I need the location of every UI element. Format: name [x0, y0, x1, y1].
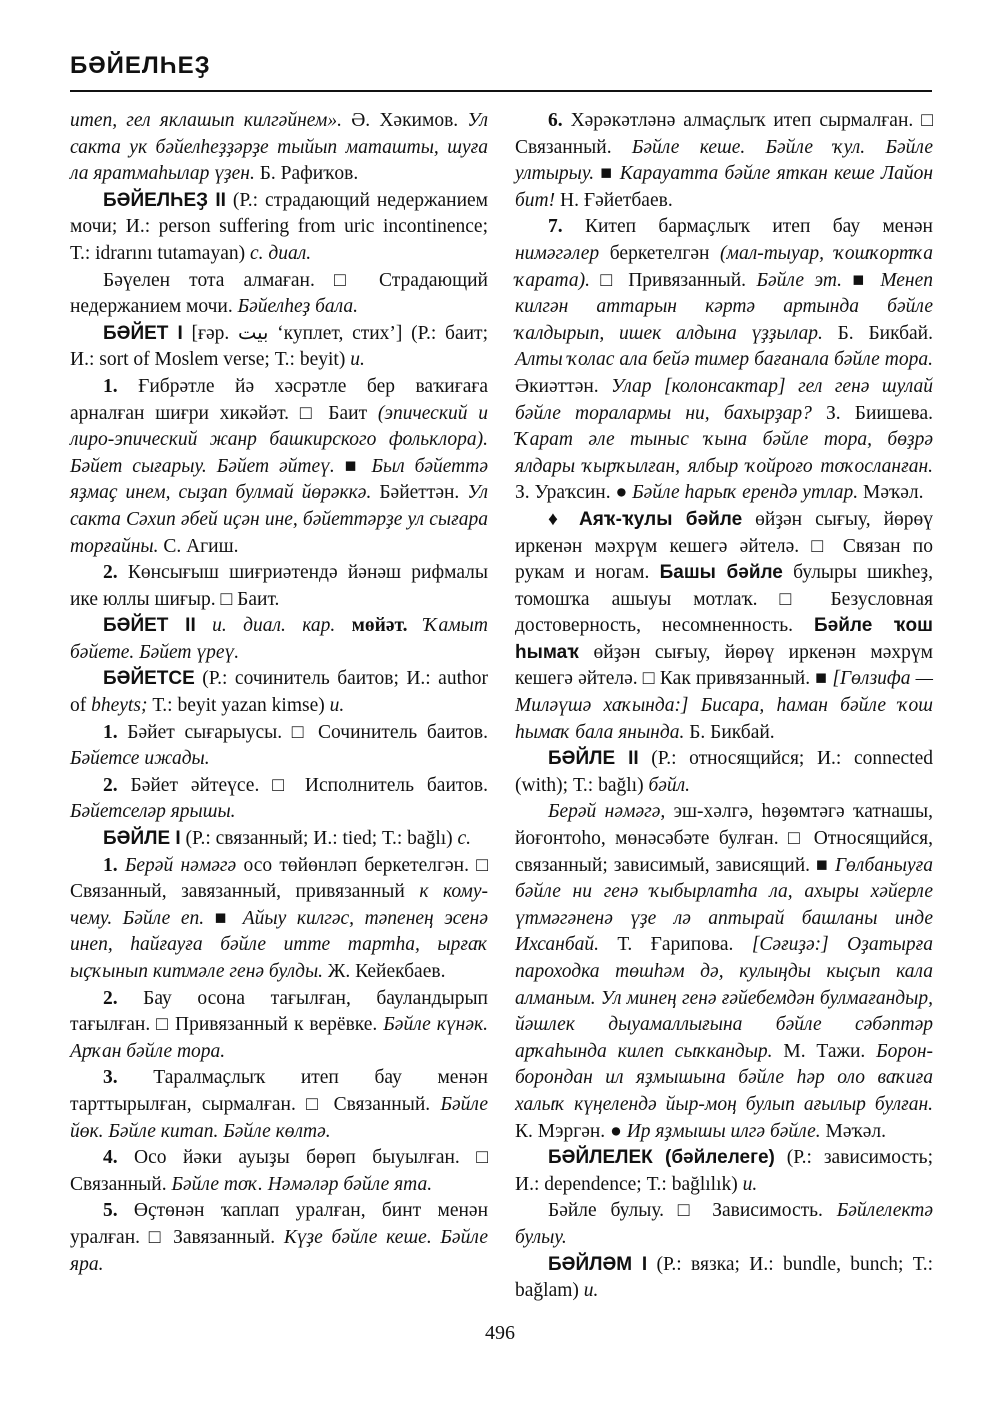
sense-7	[515, 214, 933, 507]
sense-number: 1.	[103, 854, 118, 876]
example: Борон-борондан ил яҙмышына бәйле һәр оло ваҡиға халыҡ күңелендә йыр-моң булып ағылыр булған.	[515, 1040, 933, 1115]
definition-text: өйҙән сығыу, йөрөү иркенән мәхрүм кешегә әйтелә. □ Связан по рукам и ногам.	[515, 508, 933, 584]
proverb: Ир яҙмышы илгә бәйле.	[626, 1120, 821, 1142]
cross-reference: мөйәт.	[335, 615, 408, 637]
source: С. Агиш.	[158, 535, 239, 557]
header-rule	[70, 90, 932, 92]
example: Бәйле тоҡ. Нәмәләр бәйле ята.	[171, 1173, 433, 1195]
sense-number: 2.	[103, 774, 118, 796]
sense-number: 7.	[548, 216, 563, 238]
headword: БӘЙЛЕЛЕК (бәйлелеге)	[548, 1147, 775, 1169]
square-marker: ■	[204, 907, 243, 929]
example: Бәйетселәр ярышы.	[70, 801, 236, 823]
diamond-marker: ♦	[548, 508, 579, 530]
example: Менеп килгән аттарын кәртә артында бәйле ҡалдырып, ишек алдына үҙҙылар.	[515, 269, 934, 344]
example: Айыу килгәс, тәпенең эсенә инеп, һайғауға бәйле итте тартһа, ырғаҡ ыҫҡынып китмәле генә булды.	[70, 907, 488, 982]
sense-number: 1.	[103, 375, 118, 397]
grammar-label: и. диал. кар.	[195, 615, 336, 637]
translations: ‘куплет, стих’] (Р.: баит; И.: sort of Moslem verse; Т.: beyit)	[70, 322, 488, 371]
entry-continuation	[70, 108, 488, 188]
proverb: Бәйле һарыҡ ерендә утлар.	[632, 482, 859, 504]
source: Әкиәттән.	[515, 375, 612, 397]
sense-2	[70, 560, 488, 613]
usage-note: (мал-тыуар, ҡошҡортҡа ҡарата).	[515, 242, 933, 291]
definition-text: Бәйет сығарыусы. □ Сочинитель баитов.	[117, 721, 488, 743]
definition-text: Хәрәкәтләнә алмаҫлыҡ итеп сырмалған. □ Связанный.	[515, 110, 933, 158]
entry-baietse	[70, 666, 488, 719]
grammar-label: и.	[742, 1173, 758, 1195]
translations: Т.: beyit yazan kimse)	[147, 695, 330, 717]
headword: БӘЙЕЛҺЕҘ II	[103, 189, 226, 211]
source: Мәҡәл.	[858, 482, 924, 504]
phrases	[515, 507, 933, 746]
etymology: [ғәр.	[182, 322, 238, 344]
definition-text: Бәүелен тота алмаған. □ Страдающий недержанием мочи.	[70, 269, 488, 318]
sense-6	[515, 108, 933, 214]
example: Улар [колонсактар] гел генә шулай бәйле торалармы ни, бахырҙар?	[515, 375, 933, 424]
translations: (Р.: вязка; И.: bundle, bunch; Т.: bağlam)	[515, 1253, 933, 1302]
definition	[515, 799, 933, 1145]
headword: БӘЙЛӘМ I	[548, 1253, 648, 1275]
definition-text: Өҫтөнән ҡаплап уралған, бинт менән уралған. □ Завязанный.	[70, 1200, 488, 1248]
source: Н. Ғәйетбаев.	[555, 189, 673, 211]
definition-text: Көнсығыш шиғриәтендә йәнәш рифмалы ике юллы шиғыр. □ Баит.	[70, 562, 488, 610]
sense-4	[70, 1145, 488, 1198]
headword: БӘЙЛЕ II	[548, 748, 639, 770]
translations: (Р.: относящийся; И.: connected (with); Т.: bağlı)	[515, 748, 933, 796]
entry-baielhez-2	[70, 188, 488, 268]
source: Ж. Кейекбаев.	[323, 961, 446, 982]
square-marker: ■	[334, 455, 372, 477]
example: Бәйле йөк. Бәйле китап. Бәйле көлтә.	[70, 1093, 488, 1142]
grammar-label: с. диал.	[250, 242, 312, 264]
sense-number: 4.	[103, 1147, 118, 1169]
source: Бәйеттән.	[371, 482, 468, 504]
source: Б. Рафиҡов.	[254, 163, 359, 185]
sense-5	[70, 1198, 488, 1278]
entry-baiet-1	[70, 321, 488, 374]
example: Бәйлелектә булыу.	[515, 1200, 933, 1248]
example: (эпический и лиро-эпический жанр башкирского фольклора). Бәйет сығарыу. Бәйет әйтеү.	[70, 402, 488, 477]
definition	[70, 268, 488, 321]
definition-text: өйҙән сығыу, йөрөү иркенән мәхрүм кешегә әйтелә. □ Как привязанный.	[515, 641, 933, 690]
grammar-label: бәйл.	[648, 774, 691, 796]
translations: (Р.: сочинитель баитов; И.: author of	[70, 668, 488, 717]
definition-text: Бау осона тағылған, бауландырып тағылған. □ Привязанный к верёвке.	[70, 987, 488, 1036]
source: Т. Ғарипова.	[599, 934, 752, 956]
page-number: 496	[485, 1322, 515, 1344]
example: Ҡамыт бәйете. Бәйет үреү.	[70, 615, 488, 663]
sense-number: 2.	[103, 987, 118, 1009]
grammar-label: и.	[329, 695, 345, 717]
entry-bailam-1	[515, 1252, 933, 1305]
square-marker: ■	[815, 668, 833, 690]
definition-text: булыры шикһеҙ, томошҡа ашыуы мотлаҡ. □ Безусловная достоверность, несомненность.	[515, 562, 934, 637]
sense-2	[70, 773, 488, 826]
phrase-headword: Башы бәйле	[659, 562, 783, 584]
translations: (Р.: зависимость; И.: dependence; Т.: bağlılık)	[515, 1147, 933, 1195]
source: Б. Бикбай.	[684, 721, 775, 743]
definition-text: осо төйөнләп беркетелгән. □ Связанный, завязанный, привязанный	[70, 854, 488, 903]
example: Алты ҡолас ала бейә тимер бағанала бәйле тора.	[515, 349, 933, 371]
entry-baiet-2	[70, 613, 488, 666]
grammar-label: и.	[583, 1280, 599, 1302]
left-column	[70, 108, 488, 1278]
entry-baile-2	[515, 746, 933, 799]
entry-baile-1	[70, 826, 488, 853]
definition-text: Осо йәки ауыҙы бөрөп быуылған. □ Связанный.	[70, 1147, 488, 1195]
definition-text: Бәйет әйтеүсе. □ Исполнитель баитов.	[117, 774, 488, 796]
sense-number: 1.	[103, 721, 118, 743]
headword: БӘЙЕТ I	[103, 322, 183, 344]
translations: bheyts;	[91, 695, 148, 717]
source: З. Биишева.	[811, 402, 933, 424]
example: Бәйелһеҙ бала.	[237, 296, 358, 318]
source: Ә. Хәкимов.	[342, 110, 468, 131]
example: Ул сакта ук бәйелһеҙҙәрҙе тыйып маташты, шуға ла яратмаһылар үҙен.	[70, 110, 488, 185]
headword: БӘЙЕТ II	[103, 615, 196, 637]
right-column	[515, 108, 933, 1305]
grammar-label: и.	[350, 349, 365, 371]
source: М. Тажи.	[772, 1040, 877, 1062]
definition-text: Берәй нәмәгә,	[548, 801, 666, 823]
definition	[515, 1198, 933, 1251]
sense-1	[70, 720, 488, 773]
example: Бәйле эт.	[756, 269, 843, 291]
headword: БӘЙЕТСЕ	[103, 668, 195, 690]
sense-2	[70, 986, 488, 1066]
square-marker: ■	[594, 163, 620, 185]
example: Ул сакта Сәхип әбей иҫән ине, бәйеттәрҙе ул сығара торғайны.	[70, 482, 488, 557]
sense-3	[70, 1065, 488, 1145]
example: Күҙе бәйле кеше. Бәйле яра.	[70, 1226, 488, 1275]
translation: □ Привязанный.	[589, 269, 757, 291]
sense-number: 3.	[103, 1067, 118, 1089]
square-marker: ■	[842, 269, 881, 291]
bullet-marker: ●	[615, 482, 633, 504]
headword: БӘЙЛЕ I	[103, 828, 181, 850]
entry-bailelek	[515, 1145, 933, 1198]
phrase-headword: Аяҡ-ҡулы бәйле	[579, 508, 743, 530]
definition-text: Таралмаҫлыҡ итеп бау менән тарттырылған, сырмалған. □ Связанный.	[70, 1067, 488, 1115]
running-head: БӘЙЕЛҺЕҘ	[70, 52, 211, 79]
sense-1	[70, 853, 488, 986]
example: Гөлбаныуға бәйле ни генә ҡыбырлатһа ла, ахыры хәйерле үтмәгәненә үҙе лә аптырай башланы инде Ихсанбай.	[515, 854, 933, 956]
definition-text: нимәгәлер	[515, 242, 600, 264]
example: к кому-чему. Бәйле еп.	[70, 881, 488, 929]
definition-text: Берәй нәмәгә	[117, 854, 237, 876]
sense-number: 2.	[103, 562, 118, 584]
source: К. Мэргән.	[515, 1120, 611, 1142]
phrase-headword: Бәйле ҡош һымаҡ	[515, 615, 933, 663]
example: [Сәғиҙә:] Оҙатырға пароходка төшһәм дә, кулыңды кыҫып кала алманым. Ул минең генә ғәйебемдән булмағандыр, йәшлек дыуамаллығына бәйле сәбәптәр арҡаһында килеп сыҡкандыр.	[515, 934, 933, 1062]
example: Бәйле күнәк. Арҡан бәйле тора.	[70, 1014, 489, 1062]
square-marker: ■	[816, 854, 835, 876]
definition-text: Бәйле булыу. □ Зависимость.	[548, 1200, 837, 1222]
example: Бәйле кеше. Бәйле ҡул. Бәйле ултырыу.	[515, 136, 933, 185]
definition-text: эш-хәлгә, һөҙөмтәгә ҡатнашы, йоғонтоһо, мөнәсәбәте булған. □ Относящийся, связанный; зависимый, зависящий.	[515, 801, 933, 876]
source: З. Ураҡсин.	[515, 482, 616, 504]
translations: (Р.: страдающий недержанием мочи; И.: person suffering from uric incontinence; Т.: idrarını tutamayan)	[70, 189, 488, 264]
bullet-marker: ●	[610, 1120, 627, 1142]
source: Б. Бикбай.	[822, 322, 933, 344]
sense-number: 6.	[548, 110, 563, 131]
definition-text: Ғибрәтле йә хәсрәтле бер ваҡиғаға арналған шиғри хикәйәт. □ Баит	[70, 375, 488, 424]
definition-text: Китеп бармаҫлыҡ итеп бау менән	[562, 216, 933, 238]
arabic-etymon: بيت	[237, 322, 269, 344]
example: Ҡарат әле тыныс ҡына бәйле тора, бөҙрә ялдары ҡырҡылған, ялбыр ҡойроғо тоҡосланған.	[515, 429, 933, 477]
example: Был бәйеттә яҙмаҫ инем, сыҙап булмай йөрәккә.	[70, 455, 488, 504]
example: [Гөлзифа — Миләүшә хаҡында:] Бисара, һаман бәйле ҡош һымаҡ бала янында.	[515, 668, 933, 743]
definition-text: беркетелгән	[599, 242, 721, 264]
grammar-label: с.	[457, 828, 472, 850]
sense-number: 5.	[103, 1200, 118, 1222]
sense-1	[70, 374, 488, 560]
example: Карауатта бәйле яткан кеше Лайон бит!	[515, 163, 934, 211]
example: Бәйетсе ижады.	[70, 748, 210, 770]
source: Мәҡәл.	[820, 1120, 886, 1142]
translations: (Р.: связанный; И.: tied; Т.: bağlı)	[180, 828, 458, 850]
example: итеп, гел яклашып килгәйнем».	[70, 110, 342, 131]
